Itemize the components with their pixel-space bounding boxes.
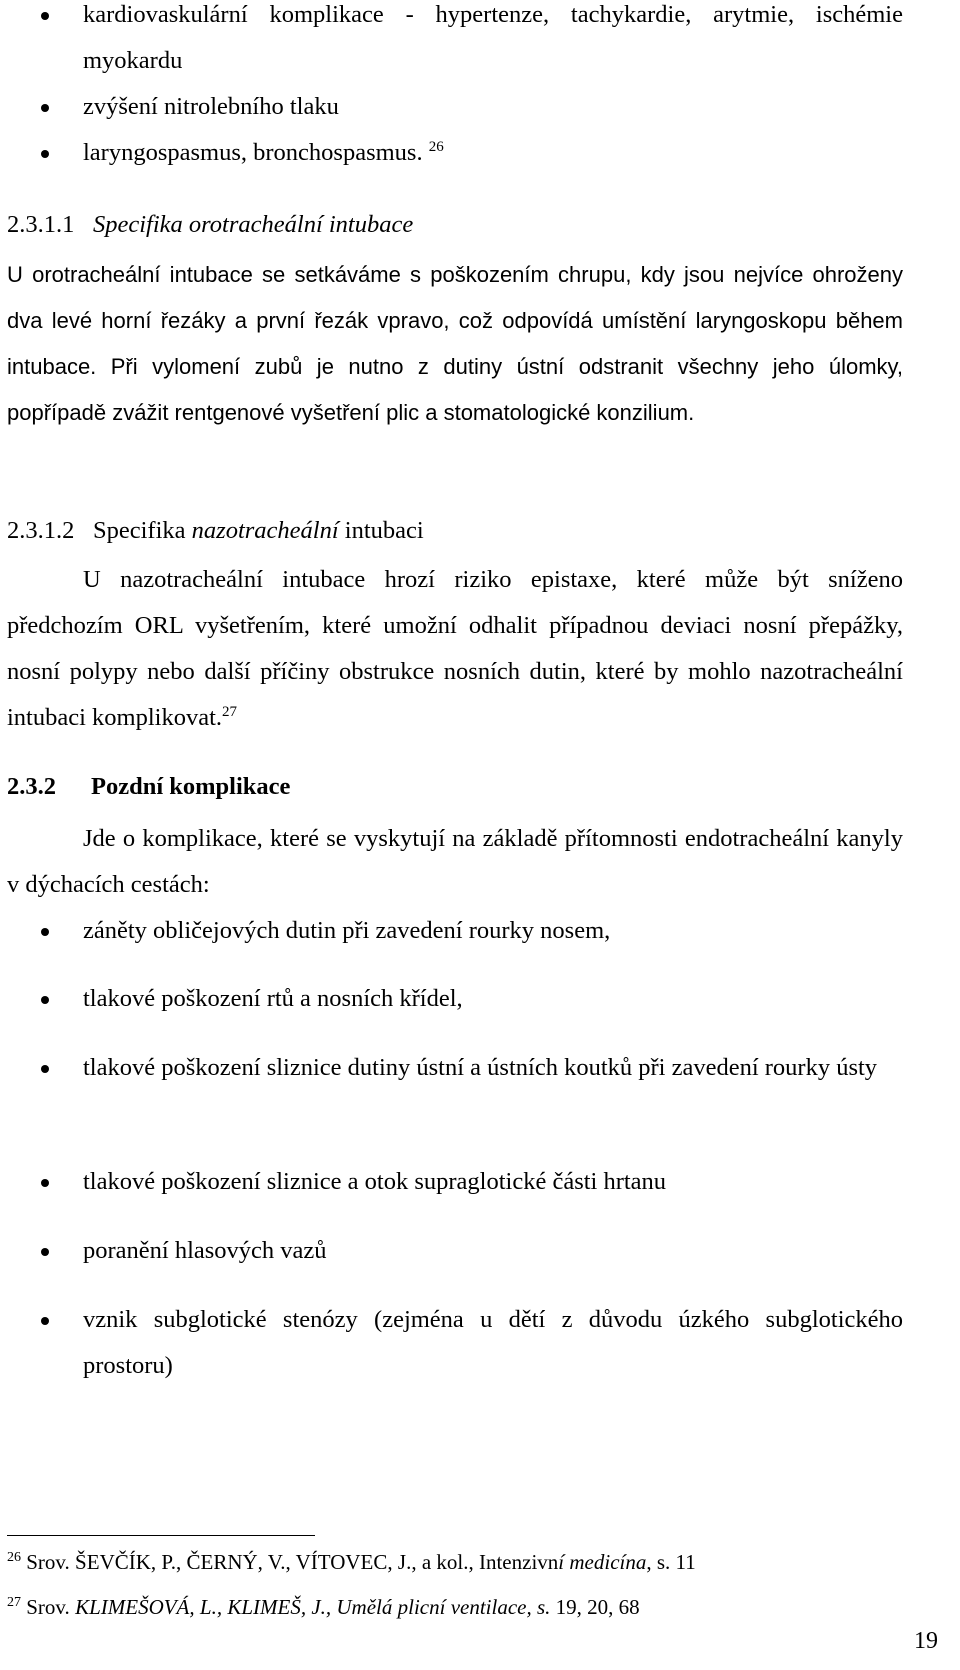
section-heading-2311	[7, 202, 903, 248]
bullet-icon	[41, 1179, 49, 1187]
footnote-separator	[7, 1535, 315, 1536]
section-title: Specifika orotracheální intubace	[93, 211, 414, 238]
page-number: 19	[914, 1628, 938, 1654]
bullet-icon	[41, 150, 49, 158]
footnote-26: $^{26}$ Srov. ŠEVČÍK, P., ČERNÝ, V., VÍTOVEC, J., a kol., Intenzivní medicína, s. 11	[7, 1550, 696, 1574]
list-item: zvýšení nitrolebního tlaku	[7, 84, 903, 130]
section-number: 2.3.2	[7, 773, 56, 800]
bullet-icon	[41, 12, 49, 20]
top-bullet-list	[7, 0, 903, 176]
footnote-ref-26[interactable]: 26	[428, 138, 444, 155]
late-list-item-3: tlakové poškození sliznice dutiny ústní a ústních koutků při zavedení rourky ústy	[7, 1045, 903, 1091]
late-list-item-4: tlakové poškození sliznice a otok supraglotické části hrtanu	[7, 1159, 903, 1205]
late-list-item-1: záněty obličejových dutin při zavedení rourky nosem,	[7, 908, 903, 954]
bullet-icon	[41, 104, 49, 112]
paragraph-orotracheal: U orotracheální intubace se setkáváme s poškozením chrupu, kdy jsou nejvíce ohroženy dva levé horní řezáky a první řezák vpravo, což odpovídá umístění laryngoskopu během intubace. Při vylomení zubů je nutno z dutiny ústní odstranit všechny jeho úlomky, popřípadě zvážit rentgenové vyšetření plic a stomatologické konzilium.	[7, 262, 903, 425]
paragraph-late-complications: Jde o komplikace, které se vyskytují na základě přítomnosti endotracheální kanyly v dýchacích cestách:	[7, 825, 903, 898]
section-title: Pozdní komplikace	[91, 773, 291, 800]
late-list-item-5: poranění hlasových vazů	[7, 1228, 903, 1274]
footnote-ref-27[interactable]: 27	[222, 703, 238, 720]
bullet-icon	[41, 1248, 49, 1256]
section-heading-232	[7, 764, 903, 810]
footnote-27: $^{27}$ Srov. KLIMEŠOVÁ, L., KLIMEŠ, J., Umělá plicní ventilace, s. 19, 20, 68	[7, 1595, 640, 1619]
bullet-icon	[41, 1065, 49, 1073]
late-list-item-2: tlakové poškození rtů a nosních křídel,	[7, 976, 903, 1022]
section-number: 2.3.1.2	[7, 517, 75, 544]
list-item: laryngospasmus, bronchospasmus. $^{26}$	[7, 130, 903, 176]
bullet-icon	[41, 996, 49, 1004]
section-heading-2312: 2.3.1.2 Specifika nazotracheální intubaci	[7, 508, 903, 554]
paragraph-nasotracheal: U nazotracheální intubace hrozí riziko epistaxe, které může být sníženo předchozím ORL vyšetřením, které umožní odhalit případnou deviaci nosní přepážky, nosní polypy nebo další příčiny obstrukce nosních dutin, které by mohlo nazotracheální intubaci komplikovat.$^{27}$	[7, 566, 903, 731]
bullet-icon	[41, 1317, 49, 1325]
late-list-item-6: vznik subglotické stenózy (zejména u dětí z důvodu úzkého subglotického prostoru)	[7, 1297, 903, 1389]
bullet-icon	[41, 928, 49, 936]
list-item: kardiovaskulární komplikace - hypertenze, tachykardie, arytmie, ischémie myokardu	[7, 0, 903, 84]
section-number: 2.3.1.1	[7, 211, 75, 238]
